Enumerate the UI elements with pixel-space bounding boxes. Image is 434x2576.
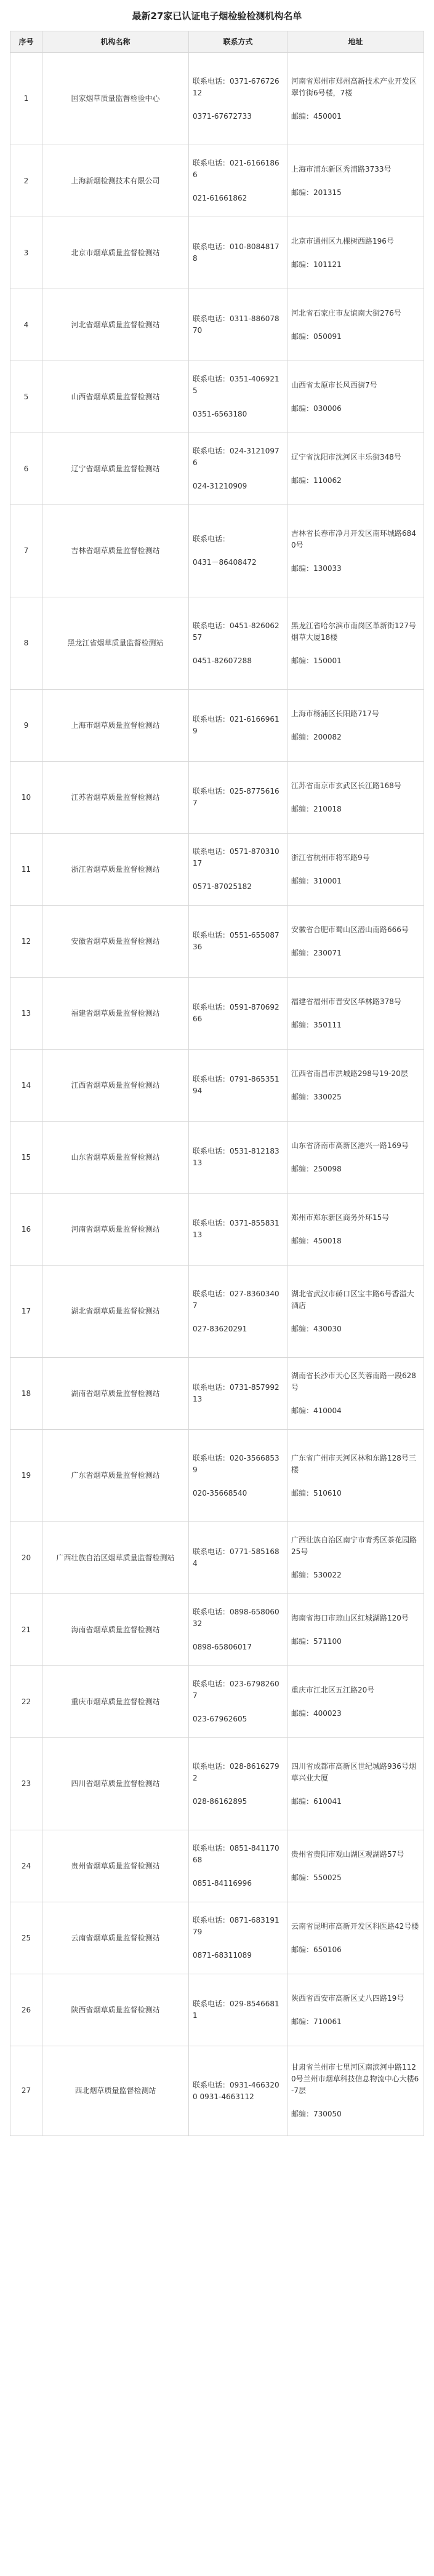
contact-line: 联系电话：021-61669619 — [193, 715, 279, 735]
postcode-line: 邮编：350111 — [291, 1020, 342, 1029]
table-row — [10, 217, 424, 289]
row-contact — [189, 906, 287, 978]
row-institution-name: 山东省烟草质量监督检测站 — [42, 1122, 189, 1194]
row-contact — [189, 1902, 287, 1974]
address-line: 广东省广州市天河区林和东路128号三楼 — [291, 1453, 416, 1474]
contact-line: 联系电话：023-67982607 — [193, 1680, 279, 1700]
contact-line: 0431－86408472 — [193, 558, 257, 567]
postcode-line: 邮编：530022 — [291, 1571, 342, 1579]
row-contact — [189, 1122, 287, 1194]
postcode-line: 邮编：710061 — [291, 2017, 342, 2026]
contact-line: 联系电话：0898-65806032 — [193, 1608, 279, 1628]
address-line: 山西省太原市长风西街7号 — [291, 380, 377, 389]
row-address — [287, 505, 424, 597]
row-seq: 17 — [10, 1266, 42, 1358]
address-line: 浙江省杭州市将军路9号 — [291, 853, 370, 862]
header-contact: 联系方式 — [189, 31, 287, 53]
row-contact — [189, 53, 287, 145]
contact-line: 联系电话：0351-4069215 — [193, 375, 279, 395]
page-title: 最新27家已认证电子烟检验检测机构名单 — [132, 10, 302, 22]
address-line: 海南省海口市琼山区红城湖路120号 — [291, 1613, 409, 1622]
row-contact — [189, 1974, 287, 2046]
address-line: 江苏省南京市玄武区长江路168号 — [291, 781, 401, 790]
row-address — [287, 1974, 424, 2046]
contact-line: 联系电话：0551-65508736 — [193, 931, 279, 951]
row-address — [287, 1594, 424, 1666]
address-line: 陕西省西安市高新区丈八四路19号 — [291, 1993, 404, 2003]
row-contact — [189, 2046, 287, 2136]
row-address — [287, 1430, 424, 1522]
contact-line: 0451-82607288 — [193, 656, 252, 665]
row-contact — [189, 978, 287, 1050]
row-seq: 24 — [10, 1830, 42, 1902]
row-contact — [189, 433, 287, 505]
postcode-line: 邮编：610041 — [291, 1796, 342, 1806]
row-address — [287, 834, 424, 906]
row-institution-name: 福建省烟草质量监督检测站 — [42, 978, 189, 1050]
address-line: 福建省福州市晋安区华林路378号 — [291, 997, 401, 1006]
row-contact — [189, 1050, 287, 1122]
table-row — [10, 1266, 424, 1358]
contact-line: 0851-84116996 — [193, 1879, 252, 1888]
header-name: 机构名称 — [42, 31, 189, 53]
postcode-line: 邮编：400023 — [291, 1709, 342, 1718]
contact-line: 0871-68311089 — [193, 1951, 252, 1960]
address-line: 四川省成都市高新区世纪城路936号烟草兴业大厦 — [291, 1761, 416, 1782]
contact-line: 联系电话：025-87756167 — [193, 787, 279, 807]
row-contact — [189, 145, 287, 217]
row-address — [287, 217, 424, 289]
contact-line: 联系电话：024-31210976 — [193, 447, 279, 467]
contact-line: 联系电话：029-85466811 — [193, 2000, 279, 2020]
contact-line: 联系电话：0731-85799213 — [193, 1383, 279, 1403]
address-line: 北京市通州区九棵树西路196号 — [291, 236, 394, 245]
postcode-line: 邮编：210018 — [291, 804, 342, 813]
table-row — [10, 1666, 424, 1738]
postcode-line: 邮编：101121 — [291, 260, 342, 269]
postcode-line: 邮编：201315 — [291, 188, 342, 197]
address-line: 郑州市郑东新区商务外环15号 — [291, 1213, 390, 1222]
row-seq: 11 — [10, 834, 42, 906]
row-address — [287, 1666, 424, 1738]
row-contact — [189, 1358, 287, 1430]
row-seq: 23 — [10, 1738, 42, 1830]
table-row — [10, 1194, 424, 1266]
row-seq: 2 — [10, 145, 42, 217]
contact-line: 0371-67672733 — [193, 111, 252, 121]
address-line: 江西省南昌市洪城路298号19-20层 — [291, 1069, 408, 1078]
contact-line: 联系电话：0371-85583113 — [193, 1219, 279, 1239]
postcode-line: 邮编：310001 — [291, 876, 342, 885]
row-institution-name: 海南省烟草质量监督检测站 — [42, 1594, 189, 1666]
row-contact — [189, 690, 287, 762]
address-line: 上海市浦东新区秀浦路3733号 — [291, 164, 392, 173]
address-line: 湖南省长沙市天心区芙蓉南路一段628号 — [291, 1371, 416, 1392]
address-line: 重庆市江北区五江路20号 — [291, 1685, 375, 1694]
row-institution-name: 河北省烟草质量监督检测站 — [42, 289, 189, 361]
table-row — [10, 1974, 424, 2046]
postcode-line: 邮编：550025 — [291, 1873, 342, 1882]
row-contact — [189, 762, 287, 834]
contact-line: 联系电话： — [193, 535, 230, 543]
postcode-line: 邮编：250098 — [291, 1164, 342, 1173]
contact-line: 联系电话：0531-81218313 — [193, 1147, 279, 1167]
row-address — [287, 289, 424, 361]
address-line: 甘肃省兰州市七里河区南滨河中路1120号兰州市烟草科技信息物流中心大楼6-7层 — [291, 2063, 419, 2095]
row-contact — [189, 1594, 287, 1666]
row-institution-name: 湖南省烟草质量监督检测站 — [42, 1358, 189, 1430]
postcode-line: 邮编：110062 — [291, 476, 342, 485]
postcode-line: 邮编：410004 — [291, 1406, 342, 1415]
contact-line: 联系电话：0571-87031017 — [193, 847, 279, 867]
table-row — [10, 145, 424, 217]
row-institution-name: 广西壮族自治区烟草质量监督检测站 — [42, 1522, 189, 1594]
row-institution-name: 上海市烟草质量监督检测站 — [42, 690, 189, 762]
contact-line: 联系电话：0451-82606257 — [193, 621, 279, 642]
row-address — [287, 361, 424, 433]
contact-line: 0351-6563180 — [193, 410, 247, 418]
row-seq: 20 — [10, 1522, 42, 1594]
contact-line: 028-86162895 — [193, 1796, 247, 1806]
contact-line: 024-31210909 — [193, 482, 247, 490]
row-seq: 7 — [10, 505, 42, 597]
row-address — [287, 762, 424, 834]
address-line: 黑龙江省哈尔滨市南岗区革新街127号烟草大厦18楼 — [291, 621, 416, 642]
address-line: 湖北省武汉市硚口区宝丰路6号香溢大酒店 — [291, 1289, 414, 1310]
row-address — [287, 1050, 424, 1122]
contact-line: 020-35668540 — [193, 1488, 247, 1497]
table-row — [10, 1902, 424, 1974]
row-seq: 18 — [10, 1358, 42, 1430]
row-seq: 13 — [10, 978, 42, 1050]
row-seq: 5 — [10, 361, 42, 433]
row-contact — [189, 1430, 287, 1522]
row-address — [287, 690, 424, 762]
header-seq: 序号 — [10, 31, 42, 53]
contact-line: 联系电话：0591-87069266 — [193, 1003, 279, 1023]
row-institution-name: 河南省烟草质量监督检测站 — [42, 1194, 189, 1266]
row-address — [287, 978, 424, 1050]
postcode-line: 邮编：450001 — [291, 111, 342, 121]
contact-line: 联系电话：027-83603407 — [193, 1289, 279, 1310]
row-seq: 10 — [10, 762, 42, 834]
row-contact — [189, 1830, 287, 1902]
contact-line: 联系电话：0931-4663200 0931-4663112 — [193, 2080, 279, 2101]
row-address — [287, 906, 424, 978]
table-header — [10, 31, 424, 53]
postcode-line: 邮编：230071 — [291, 948, 342, 957]
row-contact — [189, 289, 287, 361]
postcode-line: 邮编：050091 — [291, 332, 342, 341]
table-row — [10, 361, 424, 433]
contact-line: 联系电话：0871-68319179 — [193, 1916, 279, 1936]
contact-line: 联系电话：010-80848178 — [193, 242, 279, 263]
row-address — [287, 53, 424, 145]
row-institution-name: 西北烟草质量监督检测站 — [42, 2046, 189, 2136]
address-line: 河南省郑州市郑州高新技术产业开发区翠竹街6号楼，7楼 — [291, 76, 417, 97]
row-contact — [189, 597, 287, 690]
row-institution-name: 贵州省烟草质量监督检测站 — [42, 1830, 189, 1902]
row-contact — [189, 505, 287, 597]
contact-line: 023-67962605 — [193, 1715, 247, 1723]
row-institution-name: 云南省烟草质量监督检测站 — [42, 1902, 189, 1974]
row-seq: 8 — [10, 597, 42, 690]
row-address — [287, 1738, 424, 1830]
header-row — [10, 31, 424, 53]
row-institution-name: 广东省烟草质量监督检测站 — [42, 1430, 189, 1522]
postcode-line: 邮编：430030 — [291, 1324, 342, 1333]
row-institution-name: 山西省烟草质量监督检测站 — [42, 361, 189, 433]
row-address — [287, 1358, 424, 1430]
table-row — [10, 1738, 424, 1830]
row-seq: 6 — [10, 433, 42, 505]
contact-line: 联系电话：020-35668539 — [193, 1453, 279, 1474]
row-seq: 15 — [10, 1122, 42, 1194]
table-row — [10, 762, 424, 834]
contact-line: 联系电话：0791-86535194 — [193, 1075, 279, 1095]
contact-line: 联系电话：028-86162792 — [193, 1761, 279, 1782]
header-address: 地址 — [287, 31, 424, 53]
table-row — [10, 1522, 424, 1594]
address-line: 山东省济南市高新区港兴一路169号 — [291, 1141, 409, 1150]
postcode-line: 邮编：030006 — [291, 404, 342, 413]
row-seq: 16 — [10, 1194, 42, 1266]
row-contact — [189, 1738, 287, 1830]
row-address — [287, 433, 424, 505]
table-row — [10, 289, 424, 361]
contact-line: 021-61661862 — [193, 194, 247, 202]
row-contact — [189, 1522, 287, 1594]
table-row — [10, 53, 424, 145]
row-contact — [189, 217, 287, 289]
row-address — [287, 1266, 424, 1358]
row-address — [287, 1830, 424, 1902]
table-row — [10, 1050, 424, 1122]
row-institution-name: 湖北省烟草质量监督检测站 — [42, 1266, 189, 1358]
row-institution-name: 江苏省烟草质量监督检测站 — [42, 762, 189, 834]
postcode-line: 邮编：510610 — [291, 1488, 342, 1497]
postcode-line: 邮编：450018 — [291, 1236, 342, 1245]
address-line: 安徽省合肥市蜀山区潜山南路666号 — [291, 925, 409, 934]
table-row — [10, 1358, 424, 1430]
postcode-line: 邮编：130033 — [291, 564, 342, 573]
table-row — [10, 906, 424, 978]
row-address — [287, 2046, 424, 2136]
row-address — [287, 145, 424, 217]
row-seq: 21 — [10, 1594, 42, 1666]
row-institution-name: 四川省烟草质量监督检测站 — [42, 1738, 189, 1830]
contact-line: 联系电话：0371-67672612 — [193, 76, 279, 97]
contact-line: 联系电话：0771-5851684 — [193, 1547, 279, 1568]
row-institution-name: 浙江省烟草质量监督检测站 — [42, 834, 189, 906]
contact-line: 027-83620291 — [193, 1324, 247, 1333]
postcode-line: 邮编：650106 — [291, 1945, 342, 1954]
row-seq: 9 — [10, 690, 42, 762]
row-contact — [189, 1194, 287, 1266]
address-line: 广西壮族自治区南宁市青秀区茶花园路25号 — [291, 1536, 417, 1556]
postcode-line: 邮编：330025 — [291, 1092, 342, 1101]
table-row — [10, 505, 424, 597]
row-institution-name: 吉林省烟草质量监督检测站 — [42, 505, 189, 597]
row-seq: 1 — [10, 53, 42, 145]
postcode-line: 邮编：571100 — [291, 1637, 342, 1646]
table-row — [10, 597, 424, 690]
address-line: 上海市杨浦区长阳路717号 — [291, 709, 379, 718]
table-row — [10, 834, 424, 906]
address-line: 云南省昆明市高新开发区科医路42号楼 — [291, 1921, 419, 1931]
row-seq: 22 — [10, 1666, 42, 1738]
postcode-line: 邮编：730050 — [291, 2110, 342, 2118]
row-institution-name: 辽宁省烟草质量监督检测站 — [42, 433, 189, 505]
row-institution-name: 国家烟草质量监督检验中心 — [42, 53, 189, 145]
row-address — [287, 1902, 424, 1974]
table-body — [10, 53, 424, 2136]
row-contact — [189, 834, 287, 906]
contact-line: 0571-87025182 — [193, 882, 252, 891]
row-seq: 19 — [10, 1430, 42, 1522]
row-institution-name: 黑龙江省烟草质量监督检测站 — [42, 597, 189, 690]
row-seq: 27 — [10, 2046, 42, 2136]
address-line: 河北省石家庄市友谊南大街276号 — [291, 308, 401, 317]
institution-table — [10, 31, 424, 2136]
row-address — [287, 1122, 424, 1194]
row-seq: 26 — [10, 1974, 42, 2046]
table-row — [10, 1430, 424, 1522]
row-institution-name: 江西省烟草质量监督检测站 — [42, 1050, 189, 1122]
row-address — [287, 597, 424, 690]
row-seq: 4 — [10, 289, 42, 361]
row-institution-name: 北京市烟草质量监督检测站 — [42, 217, 189, 289]
row-seq: 14 — [10, 1050, 42, 1122]
row-contact — [189, 1666, 287, 1738]
row-contact — [189, 361, 287, 433]
row-seq: 12 — [10, 906, 42, 978]
contact-line: 联系电话：0851-84117068 — [193, 1844, 279, 1864]
table-row — [10, 1594, 424, 1666]
row-seq: 25 — [10, 1902, 42, 1974]
row-address — [287, 1522, 424, 1594]
row-contact — [189, 1266, 287, 1358]
row-address — [287, 1194, 424, 1266]
address-line: 贵州省贵阳市观山湖区观湖路57号 — [291, 1849, 404, 1859]
row-institution-name: 重庆市烟草质量监督检测站 — [42, 1666, 189, 1738]
contact-line: 0898-65806017 — [193, 1643, 252, 1651]
row-institution-name: 上海新烟检测技术有限公司 — [42, 145, 189, 217]
contact-line: 联系电话：0311-88607870 — [193, 314, 279, 335]
table-row — [10, 2046, 424, 2136]
table-row — [10, 978, 424, 1050]
address-line: 辽宁省沈阳市沈河区丰乐街348号 — [291, 452, 401, 461]
address-line: 吉林省长春市净月开发区南环城路6840号 — [291, 528, 416, 549]
contact-line: 联系电话：021-61661866 — [193, 159, 279, 179]
row-institution-name: 安徽省烟草质量监督检测站 — [42, 906, 189, 978]
table-row — [10, 690, 424, 762]
row-institution-name: 陕西省烟草质量监督检测站 — [42, 1974, 189, 2046]
row-seq: 3 — [10, 217, 42, 289]
table-row — [10, 433, 424, 505]
postcode-line: 邮编：150001 — [291, 656, 342, 665]
table-row — [10, 1830, 424, 1902]
postcode-line: 邮编：200082 — [291, 732, 342, 741]
table-row — [10, 1122, 424, 1194]
